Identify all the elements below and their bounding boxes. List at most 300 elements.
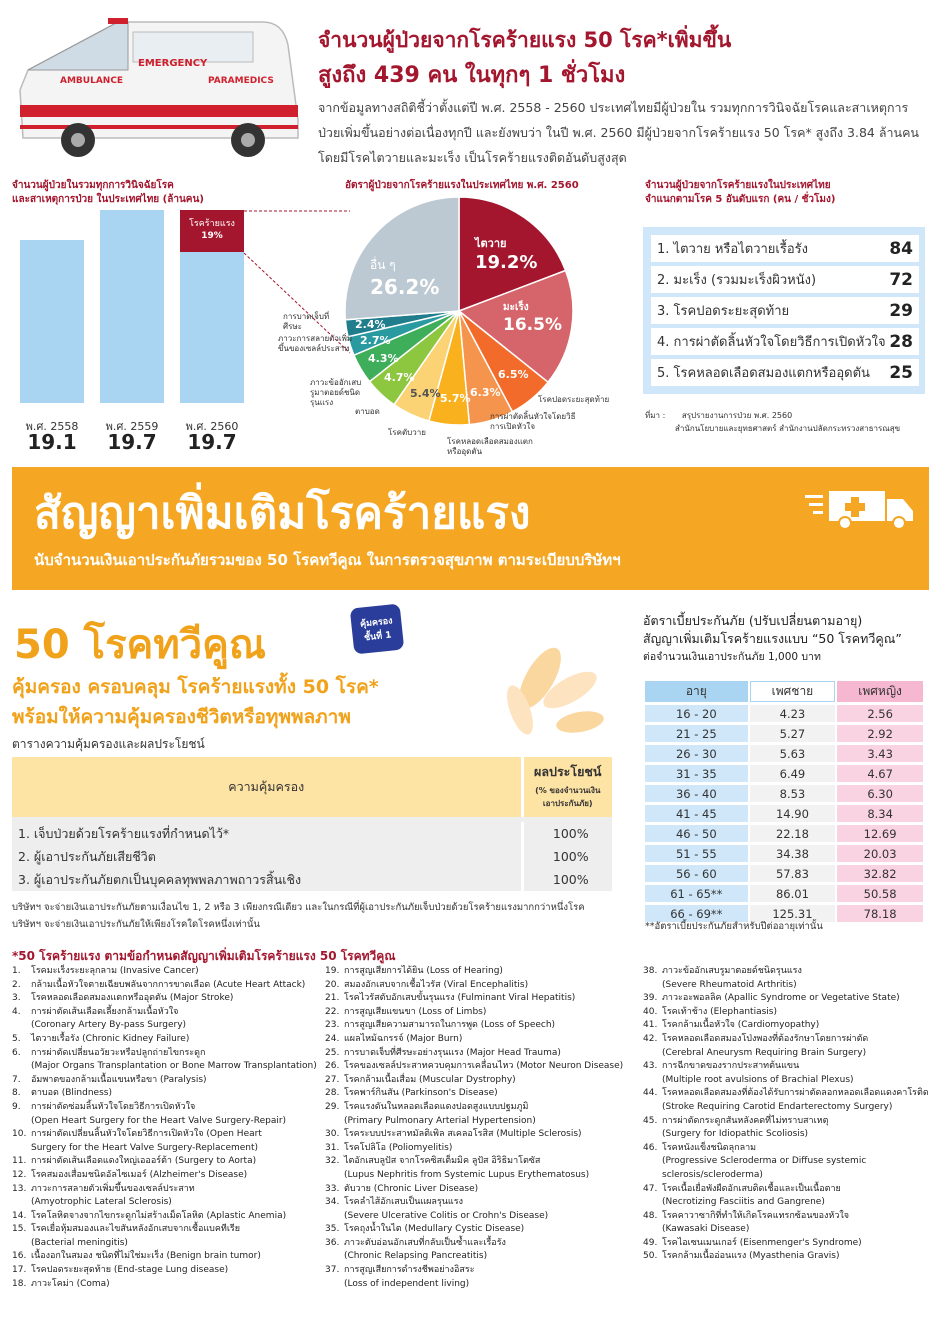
bar-chart bbox=[12, 200, 252, 460]
pie-kidney-name: ไตวาย bbox=[475, 237, 507, 250]
rank-value: 28 bbox=[889, 331, 913, 352]
rate-female: 32.82 bbox=[837, 865, 923, 882]
disease-text: สมองอักเสบจากเชื้อไวรัส (Viral Encephalitis) bbox=[344, 979, 529, 990]
product-sub-line1: คุ้มครอง ครอบคลุม โรคร้ายแรงทั้ง 50 โรค* bbox=[12, 676, 379, 698]
disease-item bbox=[643, 1210, 933, 1224]
banner-title: สัญญาเพิ่มเติมโรคร้ายแรง bbox=[34, 488, 531, 539]
disease-item bbox=[12, 1142, 317, 1156]
rate-age: 51 - 55 bbox=[645, 845, 748, 862]
disease-item bbox=[643, 1128, 933, 1142]
bar-callout-pct: 19% bbox=[201, 231, 223, 241]
disease-text: โรคสมองเสื่อมชนิดอัลไซเมอร์ (Alzheimer's Disease) bbox=[31, 1169, 248, 1180]
rate-male: 57.83 bbox=[750, 865, 836, 882]
disease-number bbox=[643, 1047, 662, 1061]
disease-number: 28. bbox=[325, 1088, 340, 1099]
disease-number bbox=[643, 979, 662, 993]
disease-item bbox=[12, 1060, 317, 1074]
disease-text: (Severe Ulcerative Colitis or Crohn's Disease) bbox=[344, 1210, 549, 1221]
disease-text: (Necrotizing Fasciitis and Gangrene) bbox=[662, 1197, 825, 1208]
disease-item bbox=[12, 1033, 317, 1047]
disease-text: การผ่าตัดเส้นเลือดแดงใหญ่เอออร์ต้า (Surgery to Aorta) bbox=[31, 1156, 257, 1167]
pie-val-blind: 4.7% bbox=[384, 371, 415, 384]
disease-item bbox=[643, 1074, 933, 1088]
disease-text: การสูญเสียแขนขา (Loss of Limbs) bbox=[344, 1006, 487, 1017]
disease-text: อัมพาตของกล้ามเนื้อแขนหรือขา (Paralysis) bbox=[31, 1074, 207, 1085]
source-line1: สรุปรายงานการป่วย พ.ศ. 2560 bbox=[681, 411, 793, 420]
pie-cancer-pct: 16.5% bbox=[503, 315, 562, 335]
disease-text: โรคไอเซนเมนเกอร์ (Eisenmenger's Syndrome) bbox=[662, 1237, 862, 1248]
header-title bbox=[318, 22, 928, 94]
coverage-table-caption: ตารางความคุ้มครองและผลประโยชน์ bbox=[12, 737, 205, 751]
disease-number: 33. bbox=[325, 1183, 340, 1194]
disease-text: โรคเท้าช้าง (Elephantiasis) bbox=[662, 1006, 777, 1017]
rate-row bbox=[645, 865, 923, 882]
disease-item bbox=[325, 1196, 635, 1210]
disease-text: โรคเยื่อหุ้มสมองและไขสันหลังอักเสบจากเชื้อแบคทีเรีย bbox=[31, 1224, 241, 1235]
disease-item bbox=[12, 965, 317, 979]
pie-others-pct: 26.2% bbox=[370, 275, 440, 299]
disease-number: 38. bbox=[643, 966, 658, 976]
rate-female: 50.58 bbox=[837, 885, 923, 902]
disease-item bbox=[12, 1278, 317, 1292]
disease-number bbox=[643, 1196, 662, 1210]
disease-number: 26. bbox=[325, 1061, 340, 1072]
rate-male: 34.38 bbox=[750, 845, 836, 862]
bar-value-2559: 19.7 bbox=[107, 430, 157, 454]
disease-text: (Open Heart Surgery for the Heart Valve Surgery-Repair) bbox=[31, 1115, 287, 1126]
disease-number: 29. bbox=[325, 1101, 340, 1112]
disease-text: Surgery for the Heart Valve Surgery-Replacement) bbox=[31, 1142, 259, 1153]
disease-item bbox=[325, 1006, 635, 1020]
disease-item bbox=[325, 1155, 635, 1169]
pie-lbl-kidney bbox=[475, 234, 537, 273]
disease-item bbox=[325, 965, 635, 979]
disease-number bbox=[12, 1237, 31, 1251]
source-line2: สำนักนโยบายและยุทธศาสตร์ สำนักงานปลัดกระทรวงสาธารณสุข bbox=[675, 424, 901, 433]
rate-female: 78.18 bbox=[837, 905, 923, 922]
pie-outer-heartvalve: การผ่าตัดลิ้นหัวใจโดยวิธีการเปิดหัวใจ bbox=[490, 412, 576, 431]
disease-item bbox=[643, 992, 933, 1006]
disease-item bbox=[12, 1019, 317, 1033]
disease-number: 36. bbox=[325, 1237, 340, 1248]
disease-number bbox=[12, 1142, 31, 1156]
disease-text: ภาวะข้ออักเสบรูมาตอยด์ชนิดรุนแรง bbox=[662, 966, 802, 976]
disease-item bbox=[325, 1237, 635, 1251]
rate-age: 31 - 35 bbox=[645, 765, 748, 782]
disease-text: โรคคาวาซากิที่ทำให้เกิดโรคแทรกซ้อนของหัวใจ bbox=[662, 1210, 850, 1221]
rank-row bbox=[651, 328, 919, 355]
coverage-label: 2. ผู้เอาประกันภัยเสียชีวิต bbox=[18, 848, 156, 864]
ranking-caption bbox=[645, 179, 835, 207]
disease-text: โรคหลอดเลือดสมองแตกหรืออุดตัน (Major Stroke) bbox=[31, 993, 234, 1004]
disease-number: 47. bbox=[643, 1183, 658, 1194]
disease-item bbox=[325, 992, 635, 1006]
disease-text: (Coronary Artery By-pass Surgery) bbox=[31, 1020, 187, 1031]
disease-text: การผ่าตัดเปลี่ยนลิ้นหัวใจโดยวิธีการเปิดหัวใจ (Open Heart bbox=[31, 1129, 262, 1140]
rates-head-age: อายุ bbox=[645, 681, 748, 702]
coverage-row bbox=[12, 868, 612, 891]
disease-number: 24. bbox=[325, 1033, 340, 1044]
disease-number: 42. bbox=[643, 1033, 658, 1044]
rate-age: 61 - 65** bbox=[645, 885, 748, 902]
coverage-note: บริษัทฯ จะจ่ายเงินเอาประกันภัยตามเงื่อนไข 1, 2 หรือ 3 เพียงกรณีเดียว และในกรณีที่ผู้เอาประกันภัยเจ็บป่วยด้วยโรคร้ายแรงมากกว่าหนึ่งโรค บริษัทฯ จะจ่ายเงินเอาประกันภัยให้เพียงโรคใดโรคหนึ่งเท่านั้น bbox=[12, 902, 585, 930]
disease-number bbox=[325, 1210, 344, 1224]
disease-number: 39. bbox=[643, 993, 658, 1004]
disease-text: ตับวาย (Chronic Liver Disease) bbox=[344, 1183, 479, 1194]
disease-number: 23. bbox=[325, 1020, 340, 1031]
disease-text: ภาวะอะพอลลิค (Apallic Syndrome or Vegetative State) bbox=[662, 993, 900, 1004]
rate-female: 6.30 bbox=[837, 785, 923, 802]
header-title-line2: สูงถึง 439 คน ในทุกๆ 1 ชั่วโมง bbox=[318, 63, 626, 88]
pie-val-stroke: 5.7% bbox=[440, 392, 471, 405]
disease-number: 30. bbox=[325, 1129, 340, 1140]
disease-item bbox=[325, 1115, 635, 1129]
disease-text: ภาวะตับอ่อนอักเสบที่กลับเป็นซ้ำและเรื้อรัง bbox=[344, 1237, 506, 1248]
rate-male: 6.49 bbox=[750, 765, 836, 782]
pie-outer-lung: โรคปอดระยะสุดท้าย bbox=[538, 395, 610, 404]
ranking-caption-line2: จำแนกตามโรค 5 อันดับแรก (คน / ชั่วโมง) bbox=[645, 194, 836, 205]
disease-number: 50. bbox=[643, 1251, 658, 1262]
disease-text: ไตอักเสบลูปัส จากโรคซิสเต็มมิค ลูปัส อิริธิมาโตซัส bbox=[344, 1156, 541, 1167]
pie-outer-head: การบาดเจ็บที่ศีรษะ bbox=[283, 312, 330, 331]
rank-label: 4. การผ่าตัดลิ้นหัวใจโดยวิธีการเปิดหัวใจ bbox=[657, 335, 886, 350]
disease-number bbox=[325, 1250, 344, 1264]
disease-item bbox=[643, 965, 933, 979]
disease-number: 13. bbox=[12, 1183, 27, 1194]
pie-val-lung: 6.5% bbox=[498, 368, 529, 381]
disease-text: การผ่าตัดซ่อมลิ้นหัวใจโดยวิธีการเปิดหัวใจ bbox=[31, 1101, 196, 1112]
disease-number: 18. bbox=[12, 1278, 27, 1289]
disease-item bbox=[12, 1183, 317, 1197]
disease-number: 10. bbox=[12, 1129, 27, 1140]
disease-number: 48. bbox=[643, 1210, 658, 1221]
disease-item bbox=[12, 1169, 317, 1183]
bar-value-2558: 19.1 bbox=[27, 430, 77, 454]
rate-female: 3.43 bbox=[837, 745, 923, 762]
disease-item bbox=[325, 1047, 635, 1061]
coverage-label: 1. เจ็บป่วยด้วยโรคร้ายแรงที่กำหนดไว้* bbox=[18, 825, 230, 841]
rate-row bbox=[645, 705, 923, 722]
disease-item bbox=[643, 1142, 933, 1156]
bars-caption-line1: จำนวนผู้ป่วยในรวมทุกการวินิจฉัยโรค bbox=[12, 180, 174, 191]
disease-item bbox=[325, 1278, 635, 1292]
disease-text: ภาวะโคม่า (Coma) bbox=[31, 1278, 110, 1289]
benefit-header-sub: (% ของจำนวนเงินเอาประกันภัย) bbox=[535, 786, 601, 808]
disease-number: 22. bbox=[325, 1006, 340, 1017]
disease-item bbox=[325, 1074, 635, 1088]
disease-text: การสูญเสียการดำรงชีพอย่างอิสระ bbox=[344, 1265, 475, 1276]
pie-val-liver: 5.4% bbox=[410, 387, 441, 400]
product-subtitle bbox=[12, 672, 379, 732]
rank-row bbox=[651, 297, 919, 324]
rate-row bbox=[645, 725, 923, 742]
disease-text: โรคโลหิตจางจากไขกระดูกไม่สร้างเม็ดโลหิต (Aplastic Anemia) bbox=[31, 1210, 287, 1221]
rate-female: 2.56 bbox=[837, 705, 923, 722]
disease-number: 35. bbox=[325, 1224, 340, 1235]
pie-outer-liver: โรคตับวาย bbox=[388, 428, 426, 437]
product-sub-line2: พร้อมให้ความคุ้มครองชีวิตหรือทุพพลภาพ bbox=[12, 706, 351, 728]
rank-row bbox=[651, 235, 919, 262]
rate-row bbox=[645, 885, 923, 902]
pie-outer-stroke: โรคหลอดเลือดสมองแตกหรืออุดตัน bbox=[447, 437, 533, 456]
disease-number: 8. bbox=[12, 1088, 21, 1099]
disease-item bbox=[643, 1019, 933, 1033]
rate-female: 2.92 bbox=[837, 725, 923, 742]
disease-text: โรคหลอดเลือดสมองที่ต้องได้รับการผ่าตัดลอกหลอดเลือดแดงคาโรติด bbox=[662, 1088, 929, 1099]
disease-number bbox=[12, 1115, 31, 1129]
rate-age: 16 - 20 bbox=[645, 705, 748, 722]
rates-table bbox=[643, 678, 925, 925]
disease-item bbox=[12, 1101, 317, 1115]
coverage-row bbox=[12, 845, 612, 868]
banner-subtitle: นับจำนวนเงินเอาประกันภัยรวมของ 50 โรคทวีคูณ ในการตรวจสุขภาพ ตามระเบียบบริษัทฯ bbox=[34, 551, 621, 569]
rate-age: 66 - 69** bbox=[645, 905, 748, 922]
rate-row bbox=[645, 805, 923, 822]
disease-item bbox=[325, 1210, 635, 1224]
bar-2558 bbox=[20, 240, 84, 403]
disease-number: 14. bbox=[12, 1210, 27, 1221]
disease-number: 9. bbox=[12, 1101, 21, 1112]
disease-number: 27. bbox=[325, 1074, 340, 1085]
disease-item bbox=[325, 1264, 635, 1278]
disease-item bbox=[12, 1210, 317, 1224]
disease-text: โรคหนังแข็งชนิดลุกลาม bbox=[662, 1142, 757, 1153]
ranking-caption-line1: จำนวนผู้ป่วยจากโรคร้ายแรงในประเทศไทย bbox=[645, 180, 831, 191]
disease-text: โรคระบบประสาทมัลติเพิล สเคลอโรสิส (Multiple Sclerosis) bbox=[344, 1129, 582, 1140]
disease-number: 5. bbox=[12, 1033, 21, 1044]
pie-val-heartvalve: 6.3% bbox=[470, 386, 501, 399]
ambulance-top-text: EMERGENCY bbox=[138, 58, 208, 69]
disease-number: 2. bbox=[12, 979, 21, 990]
disease-item bbox=[325, 1142, 635, 1156]
header-paragraph: จากข้อมูลทางสถิติชี้ว่าตั้งแต่ปี พ.ศ. 2558 - 2560 ประเทศไทยมีผู้ป่วยใน รวมทุกการวินิจฉัยโรคและสาเหตุการป่วยเพิ่มขึ้นอย่างต่อเนื่องทุกปี และยังพบว่า ในปี พ.ศ. 2560 มีผู้ป่วยจากโรคร้ายแรง 50 โรค* สูงถึง 3.84 ล้านคน โดยมีโรคไตวายและมะเร็ง เป็นโรคร้ายแรงติดอันดับสูงสุด bbox=[318, 100, 919, 165]
disease-number: 1. bbox=[12, 966, 21, 976]
disease-text: โรคไวรัสตับอักเสบขั้นรุนแรง (Fulminant Viral Hepatitis) bbox=[344, 993, 576, 1004]
disease-text: (Cerebral Aneurysm Requiring Brain Surgery) bbox=[662, 1047, 867, 1058]
rates-head-male: เพศชาย bbox=[750, 681, 836, 702]
disease-number: 15. bbox=[12, 1224, 27, 1235]
coverage-pct: 100% bbox=[522, 822, 612, 845]
disease-number: 11. bbox=[12, 1156, 27, 1167]
pie-val-ra: 4.3% bbox=[368, 352, 399, 365]
pie-lbl-others bbox=[370, 256, 439, 299]
coverage-header: ความคุ้มครอง bbox=[12, 757, 522, 817]
disease-number: 31. bbox=[325, 1142, 340, 1153]
rate-age: 56 - 60 bbox=[645, 865, 748, 882]
pie-val-als: 2.7% bbox=[360, 334, 391, 347]
header-title-line1: จำนวนผู้ป่วยจากโรคร้ายแรง 50 โรค*เพิ่มขึ้น bbox=[318, 28, 732, 52]
disease-item bbox=[643, 1060, 933, 1074]
disease-text: โรคกล้ามเนื้อหัวใจ (Cardiomyopathy) bbox=[662, 1020, 820, 1031]
rate-age: 26 - 30 bbox=[645, 745, 748, 762]
disease-number bbox=[325, 1169, 344, 1183]
disease-number: 37. bbox=[325, 1265, 340, 1276]
rate-age: 21 - 25 bbox=[645, 725, 748, 742]
coverage-row bbox=[12, 822, 612, 845]
pie-others-name: อื่น ๆ bbox=[370, 258, 396, 272]
disease-text: (Bacterial meningitis) bbox=[31, 1237, 128, 1248]
disease-number: 19. bbox=[325, 966, 340, 976]
rate-age: 41 - 45 bbox=[645, 805, 748, 822]
badge-line1: คุ้มครอง bbox=[359, 616, 394, 630]
disease-text: (Multiple root avulsions of Brachial Plexus) bbox=[662, 1074, 854, 1085]
disease-number: 20. bbox=[325, 979, 340, 990]
disease-text: โรคพาร์กินสัน (Parkinson's Disease) bbox=[344, 1088, 498, 1099]
disease-number bbox=[643, 1223, 662, 1237]
disease-number: 44. bbox=[643, 1088, 658, 1099]
disease-number: 3. bbox=[12, 993, 21, 1004]
ambulance-right-text: PARAMEDICS bbox=[208, 76, 274, 86]
rate-age: 36 - 40 bbox=[645, 785, 748, 802]
rate-row bbox=[645, 765, 923, 782]
disease-text: (Loss of independent living) bbox=[344, 1278, 470, 1289]
disease-text: กล้ามเนื้อหัวใจตายเฉียบพลันจากการขาดเลือด (Acute Heart Attack) bbox=[31, 979, 306, 990]
rate-row bbox=[645, 845, 923, 862]
disease-number: 4. bbox=[12, 1006, 21, 1017]
disease-number bbox=[325, 1115, 344, 1129]
pie-cancer-name: มะเร็ง bbox=[503, 302, 529, 313]
rate-male: 8.53 bbox=[750, 785, 836, 802]
rate-row bbox=[645, 745, 923, 762]
bar-year-2559: พ.ศ. 2559 bbox=[105, 420, 159, 433]
disease-item bbox=[12, 1006, 317, 1020]
benefit-header-label: ผลประโยชน์ bbox=[534, 764, 602, 779]
disease-number: 7. bbox=[12, 1074, 21, 1085]
ranking-source bbox=[645, 409, 900, 435]
pie-val-head: 2.4% bbox=[355, 318, 386, 331]
disease-number: 46. bbox=[643, 1142, 658, 1153]
disease-text: โรคปอดระยะสุดท้าย (End-stage Lung disease) bbox=[31, 1265, 229, 1276]
rank-value: 72 bbox=[889, 269, 913, 290]
rate-age: 46 - 50 bbox=[645, 825, 748, 842]
disease-text: (Lupus Nephritis from Systemic Lupus Erythematosus) bbox=[344, 1169, 590, 1180]
disease-item bbox=[325, 979, 635, 993]
disease-number bbox=[12, 1019, 31, 1033]
disease-text: โรคแรงดันในหลอดเลือดแดงปอดสูงแบบปฐมภูมิ bbox=[344, 1101, 529, 1112]
rates-note: **อัตราเบี้ยประกันภัยสำหรับปีต่ออายุเท่านั้น bbox=[645, 921, 823, 932]
disease-text: แผลไหม้ฉกรรจ์ (Major Burn) bbox=[344, 1033, 463, 1044]
disease-text: การผ่าตัดเส้นเลือดเลี้ยงกล้ามเนื้อหัวใจ bbox=[31, 1006, 179, 1017]
disease-item bbox=[325, 1250, 635, 1264]
rate-female: 20.03 bbox=[837, 845, 923, 862]
disease-item bbox=[12, 1074, 317, 1088]
disease-text: (Primary Pulmonary Arterial Hypertension) bbox=[344, 1115, 536, 1126]
bar-callout bbox=[180, 210, 244, 252]
disease-item bbox=[325, 1223, 635, 1237]
disease-item bbox=[643, 1237, 933, 1251]
disease-text: โรคกล้ามเนื้ออ่อนแรง (Myasthenia Gravis) bbox=[662, 1251, 840, 1262]
disease-number bbox=[643, 1155, 662, 1182]
disease-number: 17. bbox=[12, 1265, 27, 1276]
disease-item bbox=[643, 1033, 933, 1047]
ranking-box bbox=[643, 227, 925, 394]
disease-number bbox=[643, 1101, 662, 1115]
rate-male: 5.63 bbox=[750, 745, 836, 762]
disease-item bbox=[643, 1250, 933, 1264]
disease-text: (Surgery for Idiopathic Scoliosis) bbox=[662, 1129, 809, 1140]
disease-item bbox=[12, 1250, 317, 1264]
rate-row bbox=[645, 785, 923, 802]
disease-number: 41. bbox=[643, 1020, 658, 1031]
rate-male: 14.90 bbox=[750, 805, 836, 822]
rate-row bbox=[645, 825, 923, 842]
disease-number: 40. bbox=[643, 1006, 658, 1017]
disease-text: (Amyotrophic Lateral Sclerosis) bbox=[31, 1197, 172, 1208]
benefit-header bbox=[522, 757, 612, 817]
rate-female: 12.69 bbox=[837, 825, 923, 842]
disease-item bbox=[325, 1169, 635, 1183]
disease-item bbox=[325, 1128, 635, 1142]
disease-item bbox=[643, 979, 933, 993]
disease-text: (Chronic Relapsing Pancreatitis) bbox=[344, 1251, 488, 1262]
disease-number: 34. bbox=[325, 1197, 340, 1208]
rank-row bbox=[651, 266, 919, 293]
disease-item bbox=[12, 1115, 317, 1129]
disease-item bbox=[643, 1115, 933, 1129]
disease-text: (Major Organs Transplantation or Bone Marrow Transplantation) bbox=[31, 1061, 317, 1072]
disease-item bbox=[12, 1087, 317, 1101]
disease-number bbox=[12, 1060, 31, 1074]
rank-value: 84 bbox=[889, 238, 913, 259]
disease-item bbox=[643, 1155, 933, 1182]
disease-item bbox=[12, 1264, 317, 1278]
bars-caption-line2: และสาเหตุการป่วย ในประเทศไทย (ล้านคน) bbox=[12, 194, 204, 205]
disease-item bbox=[12, 1155, 317, 1169]
rate-male: 125.31 bbox=[750, 905, 836, 922]
disease-number: 45. bbox=[643, 1115, 658, 1126]
rank-label: 1. ไตวาย หรือไตวายเรื้อรัง bbox=[657, 242, 808, 257]
disease-text: โรคถุงน้ำในไต (Medullary Cystic Disease) bbox=[344, 1224, 525, 1235]
disease-text: โรคโปลิโอ (Poliomyelitis) bbox=[344, 1142, 453, 1153]
diseases-col2 bbox=[325, 965, 635, 1291]
rank-value: 25 bbox=[889, 362, 913, 383]
badge-line2: ชั้นที่ 1 bbox=[363, 630, 393, 644]
ambulance-icon bbox=[805, 483, 920, 533]
bar-value-2560: 19.7 bbox=[187, 430, 237, 454]
disease-item bbox=[643, 1006, 933, 1020]
decorative-leaves bbox=[470, 640, 620, 750]
bar-2559 bbox=[100, 210, 164, 403]
diseases-col3 bbox=[643, 965, 933, 1264]
rate-male: 4.23 bbox=[750, 705, 836, 722]
disease-item bbox=[643, 1223, 933, 1237]
coverage-pct: 100% bbox=[522, 845, 612, 868]
disease-item bbox=[12, 1223, 317, 1237]
disease-item bbox=[325, 1019, 635, 1033]
callout-connector bbox=[240, 205, 360, 355]
disease-number bbox=[325, 1278, 344, 1292]
disease-number: 16. bbox=[12, 1251, 27, 1262]
source-label: ที่มา : bbox=[645, 411, 666, 420]
disease-item bbox=[325, 1087, 635, 1101]
disease-number bbox=[643, 1074, 662, 1088]
disease-number: 25. bbox=[325, 1047, 340, 1058]
coverage-badge bbox=[350, 604, 405, 655]
disease-text: โรคลำไส้อักเสบเป็นแผลรุนแรง bbox=[344, 1197, 463, 1208]
rate-female: 4.67 bbox=[837, 765, 923, 782]
disease-text: โรคมะเร็งระยะลุกลาม (Invasive Cancer) bbox=[31, 966, 199, 976]
rates-head-female: เพศหญิง bbox=[837, 681, 923, 702]
rank-label: 2. มะเร็ง (รวมมะเร็งผิวหนัง) bbox=[657, 273, 817, 288]
pie-caption: อัตราผู้ป่วยจากโรคร้ายแรงในประเทศไทย พ.ศ. 2560 bbox=[345, 180, 579, 191]
rank-value: 29 bbox=[889, 300, 913, 321]
coverage-label: 3. ผู้เอาประกันภัยตกเป็นบุคคลทุพพลภาพถาวรสิ้นเชิง bbox=[18, 871, 302, 887]
product-name: 50 โรคทวีคูณ bbox=[14, 622, 267, 668]
ambulance-illustration bbox=[8, 10, 308, 160]
disease-text: การฉีกขาดของรากประสาทต้นแขน bbox=[662, 1061, 800, 1072]
bar-year-2560: พ.ศ. 2560 bbox=[185, 420, 239, 433]
disease-item bbox=[643, 1196, 933, 1210]
